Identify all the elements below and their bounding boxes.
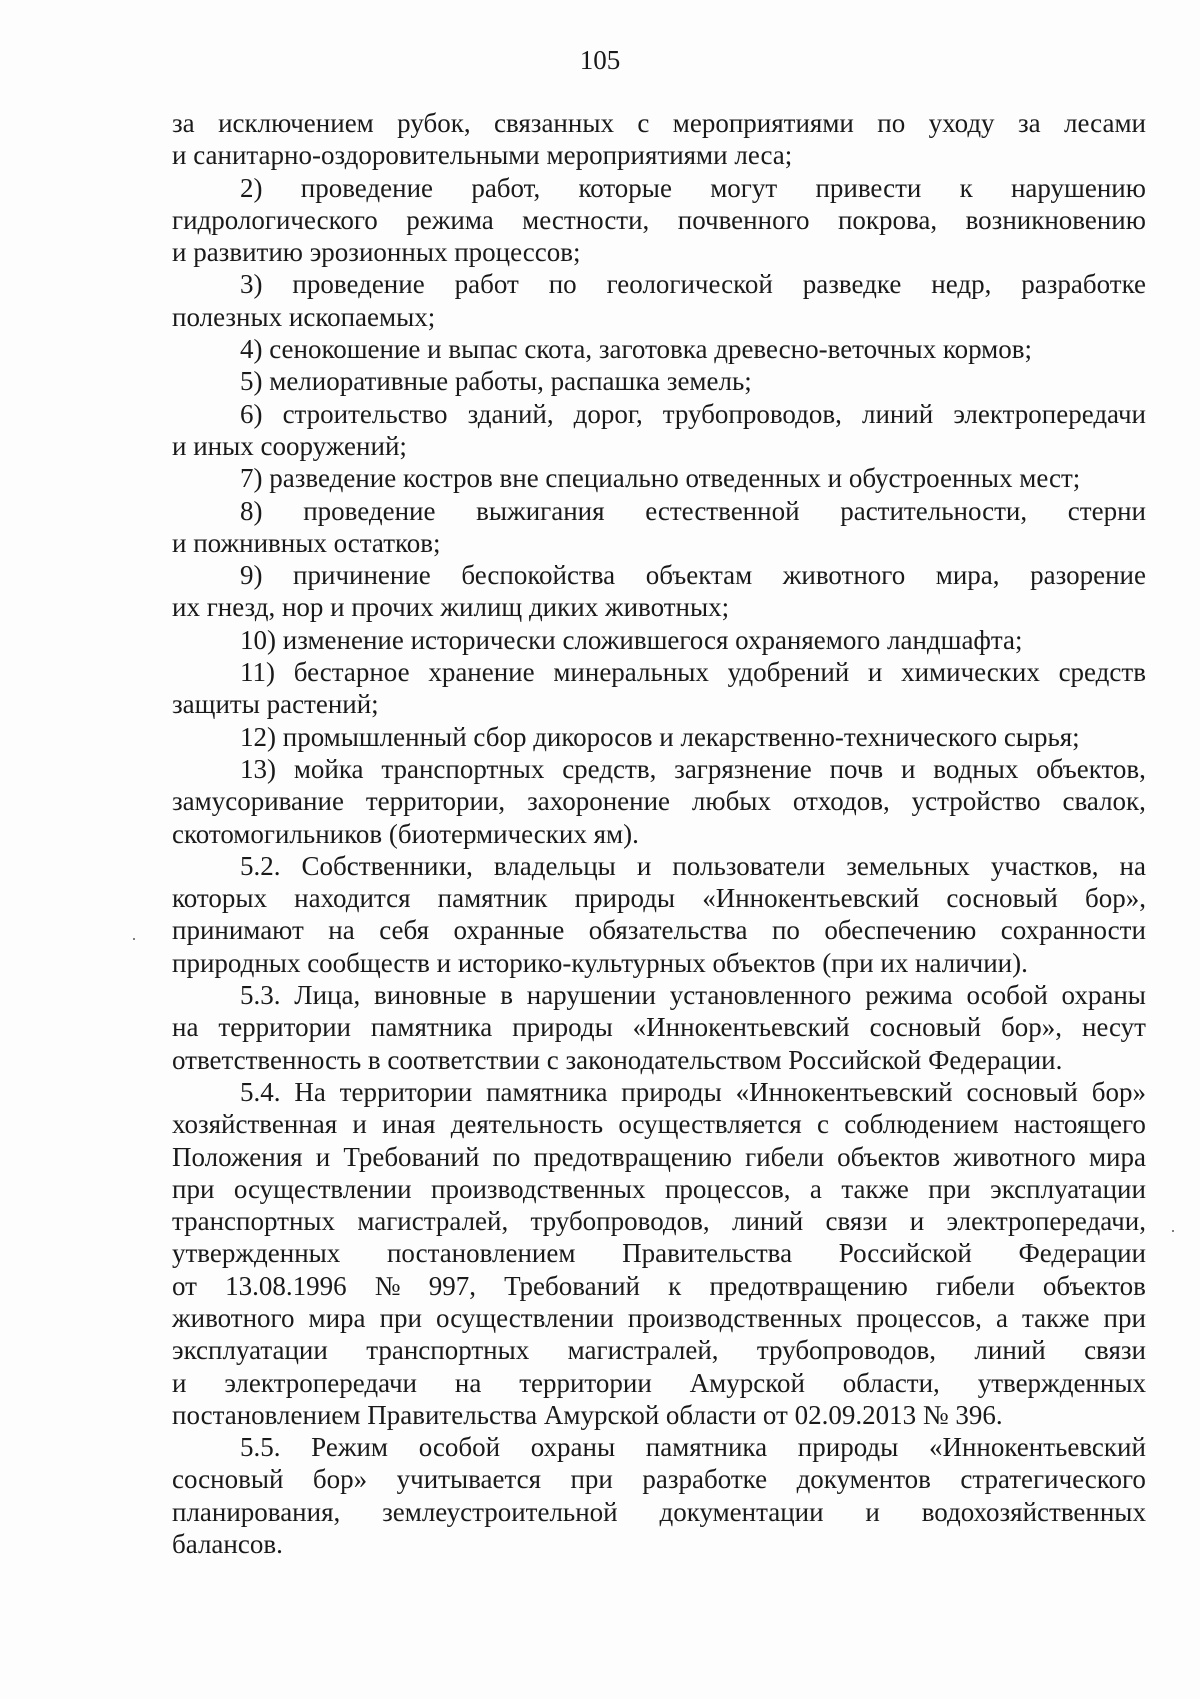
word: химических	[901, 657, 1040, 688]
word: 11)	[240, 657, 275, 688]
text-line	[172, 398, 1146, 430]
text-line	[172, 1334, 1146, 1366]
text-line	[172, 268, 1146, 300]
word: а	[995, 1302, 1008, 1333]
word: и	[172, 1367, 187, 1398]
word: линий	[974, 1335, 1046, 1366]
word: 3)	[240, 269, 263, 300]
word: Амурской	[689, 1367, 805, 1398]
word: участков,	[990, 850, 1099, 881]
word: и	[636, 850, 652, 881]
text-line	[172, 1205, 1146, 1237]
word: 8)	[240, 495, 263, 526]
word: средств,	[562, 753, 657, 784]
word: трубопроводов,	[756, 1335, 937, 1366]
word: сосновый	[946, 883, 1058, 914]
word: транспортных	[366, 1335, 530, 1366]
word: мероприятиями	[672, 108, 854, 138]
word: Правительства	[622, 1238, 793, 1269]
word: исключением	[218, 108, 374, 138]
word: недр,	[931, 269, 992, 300]
word: уходу	[928, 108, 995, 138]
word: разработке	[1021, 269, 1146, 300]
text-line	[172, 1367, 1146, 1399]
word: также	[841, 1173, 909, 1204]
word: на	[328, 915, 355, 946]
word: утвержденных	[977, 1367, 1146, 1398]
word: природы	[621, 1076, 722, 1107]
text-line: 5) мелиоративные работы, распашка земель;	[240, 366, 752, 397]
word: от	[172, 1270, 197, 1301]
word: отходов,	[792, 786, 890, 817]
word: процессов,	[664, 1173, 791, 1204]
word: могут	[710, 172, 778, 203]
word: на	[172, 1012, 199, 1043]
word: 9)	[240, 560, 263, 591]
word: дорог,	[573, 398, 643, 429]
word: бор»	[1091, 1076, 1146, 1107]
word: памятника	[370, 1012, 493, 1043]
word: Положения	[172, 1141, 303, 1172]
word: 2)	[240, 172, 263, 203]
word: «Иннокентьевский	[702, 883, 920, 914]
word: беспокойства	[461, 560, 616, 591]
word: 6)	[240, 398, 263, 429]
word: «Иннокентьевский	[632, 1012, 850, 1043]
word: по	[771, 915, 800, 946]
word: несут	[1081, 1012, 1146, 1043]
word: Федерации	[1018, 1238, 1146, 1269]
word: памятника	[645, 1432, 768, 1463]
word: Режим	[311, 1432, 389, 1463]
word: соблюдением	[844, 1109, 999, 1140]
word: сосновый	[966, 1076, 1078, 1107]
word: производственных	[431, 1173, 646, 1204]
word: гидрологического	[172, 204, 378, 235]
word: особой	[966, 980, 1048, 1011]
text-line	[172, 1463, 1146, 1495]
text-line: и санитарно-оздоровительными мероприятиями леса;	[172, 140, 793, 171]
word: местности,	[522, 204, 650, 235]
text-line: скотомогильников (биотермических ям).	[172, 818, 639, 849]
word: осуществляется	[618, 1109, 802, 1140]
word: сохранности	[1000, 915, 1146, 946]
text-line	[172, 1108, 1146, 1140]
word: животного	[172, 1302, 295, 1333]
text-line: защиты растений;	[172, 689, 379, 720]
word: территории	[519, 1367, 652, 1398]
text-line	[172, 1076, 1146, 1108]
word: Собственники,	[301, 850, 473, 881]
word: территории	[339, 1076, 473, 1107]
word: любых	[691, 786, 771, 817]
word: при	[172, 1173, 215, 1204]
text-line	[172, 1431, 1146, 1463]
word: проведение	[300, 172, 434, 203]
word: стерни	[1067, 495, 1146, 526]
word: настоящего	[1013, 1109, 1146, 1140]
word: животного	[953, 1141, 1076, 1172]
word: режима	[406, 204, 494, 235]
word: бор»,	[1000, 1012, 1062, 1043]
word: и	[865, 1496, 880, 1527]
word: земельных	[846, 850, 970, 881]
word: на	[1119, 850, 1146, 881]
scan-speck	[1172, 1230, 1174, 1232]
word: с	[637, 108, 650, 138]
word: процессов,	[856, 1302, 982, 1333]
word: стратегического	[960, 1464, 1146, 1495]
word: обязательства	[588, 915, 748, 946]
word: по	[548, 269, 577, 300]
word: трубопроводов,	[662, 398, 842, 429]
word: электропередачи,	[946, 1206, 1146, 1237]
word: объектов,	[1036, 753, 1146, 784]
word: а	[809, 1173, 822, 1204]
word: памятника	[486, 1076, 608, 1107]
word: планирования,	[172, 1496, 341, 1527]
word: особой	[418, 1432, 501, 1463]
word: объектов	[837, 1141, 941, 1172]
word: предотвращению	[533, 1141, 732, 1172]
word: нарушению	[1010, 172, 1146, 203]
word: свалок,	[1062, 786, 1146, 817]
word: хранение	[428, 657, 535, 688]
word: растительности,	[840, 495, 1028, 526]
text-line: балансов.	[172, 1529, 283, 1560]
text-line	[172, 785, 1146, 817]
word: памятник	[437, 883, 548, 914]
word: мойка	[293, 753, 364, 784]
word: которые	[578, 172, 672, 203]
word: замусоривание	[172, 786, 344, 817]
word: иная	[382, 1109, 436, 1140]
word: разработке	[642, 1464, 768, 1495]
word: проведение	[292, 269, 425, 300]
word: трубопроводов,	[530, 1206, 710, 1237]
word: связи	[1084, 1335, 1146, 1366]
word: 13)	[240, 753, 276, 784]
word: пользователи	[672, 850, 826, 881]
word: почв	[829, 753, 884, 784]
text-line	[172, 850, 1146, 882]
word: эксплуатации	[172, 1335, 328, 1366]
word: за	[1017, 108, 1041, 138]
word: по	[877, 108, 906, 138]
word: в	[500, 980, 513, 1011]
word: охраны	[1061, 980, 1146, 1011]
text-line: 10) изменение исторически сложившегося охраняемого ландшафта;	[240, 624, 1023, 655]
word: водных	[933, 753, 1019, 784]
word: почвенного	[677, 204, 810, 235]
word: природы	[797, 1432, 899, 1463]
word: №	[374, 1270, 401, 1301]
word: к	[668, 1270, 682, 1301]
word: зданий,	[467, 398, 554, 429]
word: мира,	[935, 560, 1000, 591]
word: при	[570, 1464, 613, 1495]
word: животного	[782, 560, 906, 591]
word: линий	[731, 1206, 804, 1237]
text-line	[172, 559, 1146, 591]
word: транспортных	[381, 753, 545, 784]
word: 5.3.	[240, 980, 281, 1011]
word: принимают	[172, 915, 304, 946]
text-line	[172, 1237, 1146, 1269]
word: также	[1021, 1302, 1090, 1333]
word: мира	[308, 1302, 366, 1333]
word: строительство	[282, 398, 448, 429]
word: гибели	[935, 1270, 1015, 1301]
word: предотвращению	[709, 1270, 908, 1301]
word: природы	[574, 883, 676, 914]
word: 997,	[428, 1270, 476, 1301]
word: бор»,	[1084, 883, 1146, 914]
word: себя	[379, 915, 429, 946]
word: мира	[1088, 1141, 1146, 1172]
word: объектам	[645, 560, 753, 591]
text-line: их гнезд, нор и прочих жилищ диких животных;	[172, 592, 730, 623]
word: линий	[861, 398, 934, 429]
text-line: и развитию эрозионных процессов;	[172, 237, 581, 268]
word: обеспечению	[824, 915, 977, 946]
word: и	[352, 1109, 367, 1140]
word: транспортных	[172, 1206, 336, 1237]
word: «Иннокентьевский	[735, 1076, 953, 1107]
word: территории,	[365, 786, 506, 817]
word: бор»	[312, 1464, 368, 1495]
word: электропередачи	[953, 398, 1146, 429]
word: минеральных	[553, 657, 709, 688]
word: средств	[1058, 657, 1146, 688]
text-line	[172, 1141, 1146, 1173]
word: режима	[865, 980, 953, 1011]
word: связанных	[493, 108, 614, 138]
scan-speck	[133, 938, 135, 940]
word: гибели	[745, 1141, 824, 1172]
word: лесами	[1064, 108, 1146, 138]
text-line	[172, 495, 1146, 527]
word: причинение	[293, 560, 431, 591]
word: выжигания	[476, 495, 605, 526]
text-line	[172, 914, 1146, 946]
text-line: и иных сооружений;	[172, 430, 407, 461]
word: документации	[659, 1496, 824, 1527]
word: работ,	[471, 172, 541, 203]
word: объектов	[1042, 1270, 1146, 1301]
word: постановлением	[386, 1238, 576, 1269]
text-line: ответственность в соответствии с законодательством Российской Федерации.	[172, 1044, 1063, 1075]
word: удобрений	[727, 657, 850, 688]
word: и	[909, 1206, 925, 1237]
text-line	[172, 1302, 1146, 1334]
word: бестарное	[293, 657, 410, 688]
word: осуществлении	[436, 1302, 614, 1333]
word: Российской	[838, 1238, 972, 1269]
word: установленного	[669, 980, 852, 1011]
text-line: 12) промышленный сбор дикоросов и лекарственно-технического сырья;	[240, 721, 1080, 752]
word: геологической	[606, 269, 773, 300]
word: осуществлении	[233, 1173, 412, 1204]
word: природы	[512, 1012, 613, 1043]
word: На	[294, 1076, 326, 1107]
word: сосновый	[172, 1464, 284, 1495]
word: Лица,	[294, 980, 361, 1011]
word: по	[492, 1141, 521, 1172]
word: документов	[796, 1464, 931, 1495]
word: 5.5.	[240, 1432, 281, 1463]
word: сосновый	[869, 1012, 982, 1043]
text-line	[172, 656, 1146, 688]
word: при	[1103, 1302, 1146, 1333]
word: магистралей,	[567, 1335, 719, 1366]
word: Требований	[343, 1141, 480, 1172]
text-line	[172, 1496, 1146, 1528]
word: учитывается	[396, 1464, 541, 1495]
document-body	[172, 107, 1146, 1560]
word: возникновению	[965, 204, 1146, 235]
word: за	[172, 108, 195, 138]
word: при	[928, 1173, 971, 1204]
word: владельцы	[493, 850, 616, 881]
word: которых	[172, 883, 267, 914]
word: охраны	[530, 1432, 616, 1463]
word: загрязнение	[674, 753, 812, 784]
text-line	[172, 1011, 1146, 1043]
word: нарушении	[526, 980, 656, 1011]
text-line: постановлением Правительства Амурской области от 02.09.2013 № 396.	[172, 1399, 1003, 1430]
word: привести	[815, 172, 922, 203]
word: проведение	[303, 495, 436, 526]
word: утвержденных	[172, 1238, 341, 1269]
word: охранные	[453, 915, 565, 946]
text-line	[172, 979, 1146, 1011]
word: находится	[294, 883, 411, 914]
text-line	[172, 1270, 1146, 1302]
text-line: и пожнивных остатков;	[172, 527, 441, 558]
word: производственных	[627, 1302, 843, 1333]
text-line	[172, 172, 1146, 204]
text-line: 7) разведение костров вне специально отведенных и обустроенных мест;	[240, 463, 1081, 494]
word: эксплуатации	[990, 1173, 1146, 1204]
word: 5.4.	[240, 1076, 281, 1107]
text-line	[172, 204, 1146, 236]
word: деятельность	[450, 1109, 604, 1140]
word: «Иннокентьевский	[928, 1432, 1146, 1463]
word: покрова,	[837, 204, 938, 235]
word: при	[379, 1302, 422, 1333]
word: области,	[842, 1367, 940, 1398]
word: и	[900, 753, 916, 784]
word: 5.2.	[240, 850, 281, 881]
text-line	[172, 107, 1146, 139]
word: с	[816, 1109, 829, 1140]
word: 13.08.1996	[225, 1270, 347, 1301]
word: и	[867, 657, 883, 688]
word: к	[959, 172, 973, 203]
text-line: природных сообществ и историко-культурных объектов (при их наличии).	[172, 947, 1028, 978]
word: магистралей,	[357, 1206, 509, 1237]
word: захоронение	[527, 786, 671, 817]
text-line	[172, 882, 1146, 914]
word: территории	[218, 1012, 351, 1043]
word: электропередачи	[224, 1367, 418, 1398]
text-line: полезных ископаемых;	[172, 301, 436, 332]
word: устройство	[911, 786, 1041, 817]
word: хозяйственная	[172, 1109, 338, 1140]
text-line: 4) сенокошение и выпас скота, заготовка древесно-веточных кормов;	[240, 334, 1033, 365]
word: и	[315, 1141, 331, 1172]
word: естественной	[645, 495, 800, 526]
word: виновные	[373, 980, 487, 1011]
word: землеустроительной	[382, 1496, 618, 1527]
word: Требований	[504, 1270, 641, 1301]
word: работ	[454, 269, 519, 300]
word: связи	[825, 1206, 888, 1237]
word: разорение	[1030, 560, 1146, 591]
word: на	[454, 1367, 482, 1398]
word: рубок,	[397, 108, 471, 138]
word: разведке	[802, 269, 902, 300]
text-line	[172, 1173, 1146, 1205]
page-number: 105	[579, 45, 621, 75]
text-line	[172, 753, 1146, 785]
word: водохозяйственных	[921, 1496, 1146, 1527]
